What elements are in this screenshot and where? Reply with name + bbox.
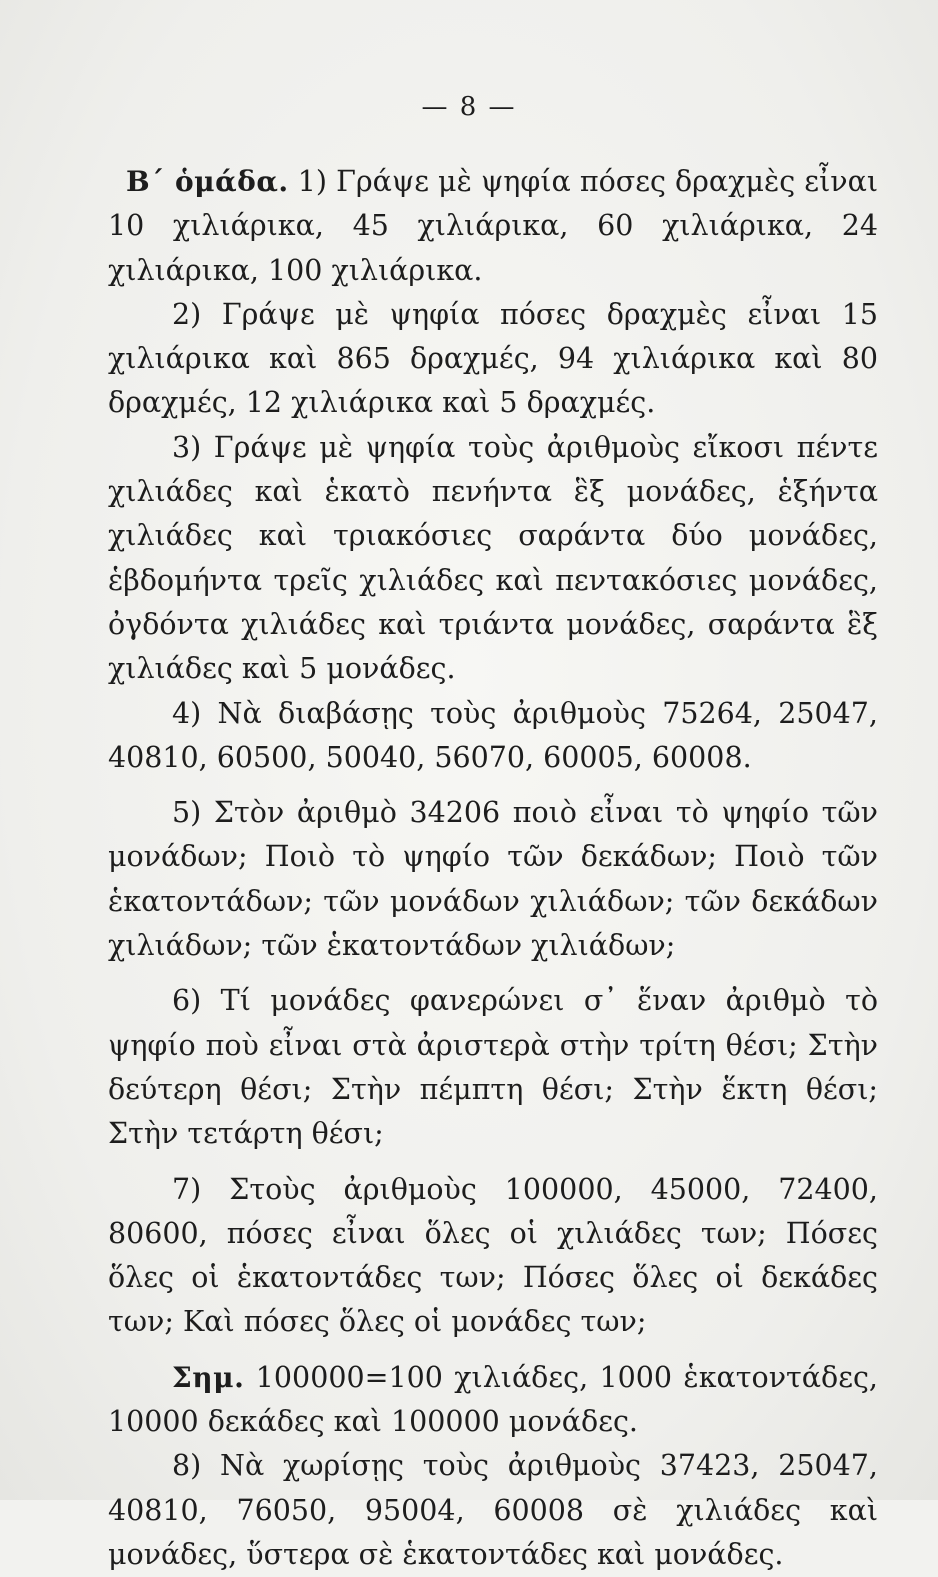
note [108, 1356, 878, 1445]
note-label: Σημ. [172, 1360, 245, 1394]
exercise-5: 5) Στὸν ἀριθμὸ 34206 ποιὸ εἶναι τὸ ψηφίο τῶν μονάδων; Ποιὸ τὸ ψηφίο τῶν δεκάδων; Ποιὸ τῶν ἑκατοντάδων; τῶν μονάδων χιλιάδων; τῶν δεκάδων χιλιάδων; τῶν ἑκατοντάδων χιλιάδων; [108, 796, 878, 963]
exercise-2: 2) Γράψε μὲ ψηφία πόσες δραχμὲς εἶναι 15 χιλιάρικα καὶ 865 δραχμές, 94 χιλιάρικα καὶ 80 δραχμές, 12 χιλιάρικα καὶ 5 δραχμές. [108, 297, 878, 420]
exercise-text [108, 160, 878, 1577]
group-title: Β΄ ὁμάδα. [126, 165, 289, 198]
exercise-7: 7) Στοὺς ἀριθμοὺς 100000, 45000, 72400, 80600, πόσες εἶναι ὅλες οἱ χιλιάδες των; Πόσες ὅλες οἱ ἑκατοντάδες των; Πόσες ὅλες οἱ δεκάδες των; Καὶ πόσες ὅλες οἱ μονάδες των; [108, 1172, 878, 1339]
exercise-1-text: 1) Γράψε μὲ ψηφία πόσες δραχμὲς εἶναι 10 χιλιάρικα, 45 χιλιάρικα, 60 χιλιάρικα, 24 χιλιάρικα, 100 χιλιάρικα. [108, 165, 878, 287]
exercise-6: 6) Τί μονάδες φανερώνει σ᾽ ἕναν ἀριθμὸ τὸ ψηφίο ποὺ εἶναι στὰ ἀριστερὰ στὴν τρίτη θέσι; Στὴν δεύτερη θέσι; Στὴν πέμπτη θέσι; Στὴν ἕκτη θέσι; Στὴν τετάρτη θέσι; [108, 984, 878, 1151]
exercise-4: 4) Νὰ διαβάσῃς τοὺς ἀριθμοὺς 75264, 25047, 40810, 60500, 50040, 56070, 60005, 60008. [108, 696, 878, 774]
exercise-3: 3) Γράψε μὲ ψηφία τοὺς ἀριθμοὺς εἴκοσι πέντε χιλιάδες καὶ ἑκατὸ πενήντα ἓξ μονάδες, ἑξήντα χιλιάδες καὶ τριακόσιες σαράντα δύο μονάδες, ἑβδομήντα τρεῖς χιλιάδες καὶ πεντακόσιες μονάδες, ὀγδόντα χιλιάδες καὶ τριάντα μονάδες, σαράντα ἓξ χιλιάδες καὶ 5 μονάδες. [108, 430, 878, 686]
exercise-8: 8) Νὰ χωρίσῃς τοὺς ἀριθμοὺς 37423, 25047, 40810, 76050, 95004, 60008 σὲ χιλιάδες καὶ μονάδες, ὕστερα σὲ ἑκατοντάδες καὶ μονάδες. [108, 1449, 878, 1571]
note-text: 100000=100 χιλιάδες, 1000 ἑκατοντάδες, 10000 δεκάδες καὶ 100000 μονάδες. [108, 1360, 878, 1439]
exercise-1 [108, 160, 878, 293]
page-number: — 8 — [421, 92, 517, 122]
